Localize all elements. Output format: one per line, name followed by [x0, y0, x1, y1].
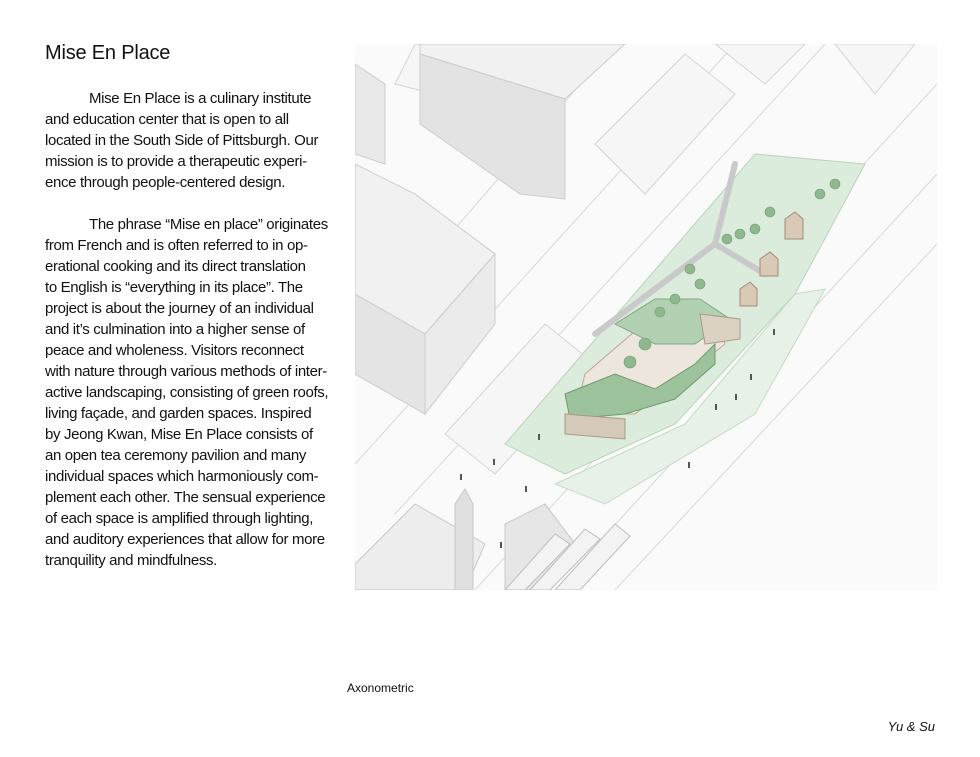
author-credit: Yu & Su	[887, 719, 935, 734]
description-paragraph: The phrase “Mise en place” originates from French and is often referred to in op- erational cooking and its direct translation to English is “everything in its place”. The project is about the journey of an individual and it’s culmination into a higher sense of peace and wholeness. Visitors reconnect with nature through various methods of inter- active landscaping, consisting of green roofs, living façade, and garden spaces. Inspired by Jeong Kwan, Mise En Place consists of an open tea ceremony pavilion and many individual spaces which harmoniously com- plement each other. The sensual experience of each space is amplified through lighting, and auditory experiences that allow for more tranquility and mindfulness.	[45, 216, 329, 569]
body-text	[45, 88, 335, 592]
intro-paragraph: Mise En Place is a culinary institute and education center that is open to all located in the South Side of Pittsburgh. Our mission is to provide a therapeutic experi- ence through people-centered design.	[45, 90, 319, 191]
axonometric-svg	[355, 44, 937, 590]
page-title: Mise En Place	[45, 42, 171, 64]
axonometric-drawing	[355, 44, 937, 590]
figure-caption: Axonometric	[347, 681, 414, 695]
